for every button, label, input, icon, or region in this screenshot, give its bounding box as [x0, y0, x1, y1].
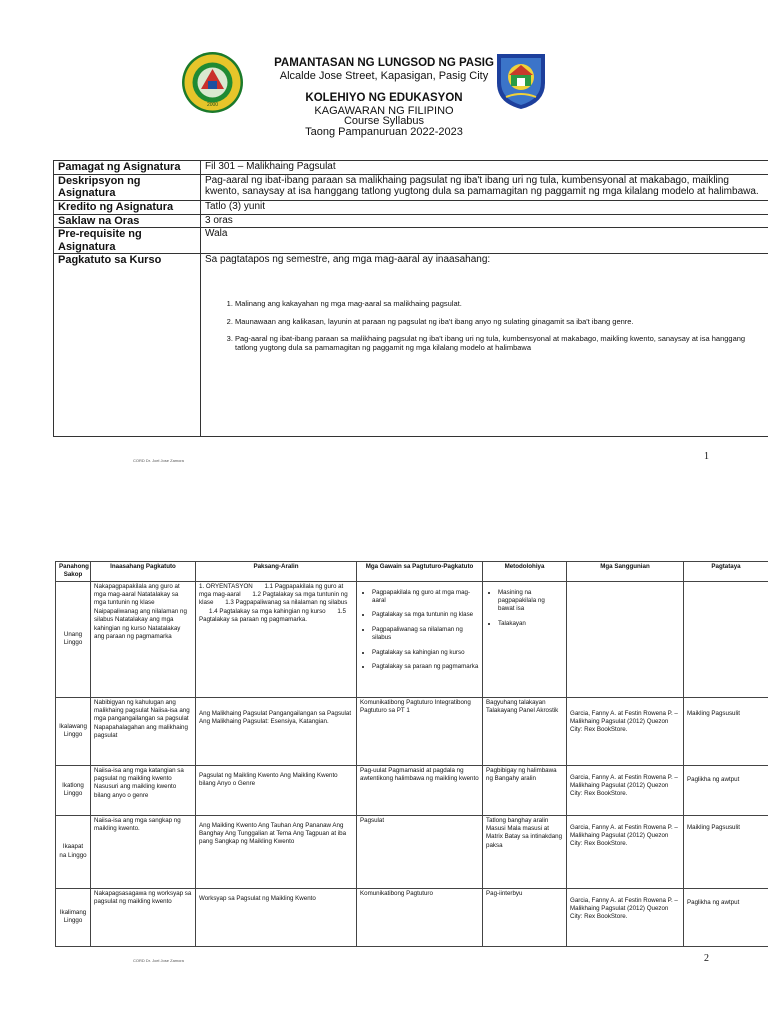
activity-item: • Pagtalakay sa mga tuntunin ng klase [372, 611, 479, 619]
topic-line: Ang Tauhan [258, 821, 292, 829]
method-line: Batay sa intinakdang paksa [486, 833, 563, 849]
topics-cell [196, 581, 357, 697]
document-type: Course Syllabus [343, 115, 425, 127]
column-header: Metodolohiya [483, 562, 567, 582]
method-line: Bagyuhang talakayan [486, 698, 546, 706]
activities-cell [357, 697, 483, 765]
topic-line: Ang Tagpuan at iba pang Sangkap ng Maikling Kwento [199, 830, 347, 846]
outcome-line: Natatalakay ang mga kahingian ng kurso [94, 616, 174, 632]
outcome-line: Natatalakay sa mga tuntunin ng klase [94, 591, 179, 607]
week-cell: Ikatlong Linggo [56, 765, 91, 815]
outcome-line: Natatalakay ang paraan ng pagmamarka [94, 624, 181, 640]
table-row [56, 581, 768, 697]
method-item: • Masining na pagpapakilala ng bawat isa [498, 589, 563, 614]
methods-cell [483, 815, 567, 888]
outcome-item: 1. Malinang ang kakayahan ng mga mag-aaral sa malikhaing pagsulat. [235, 300, 764, 309]
week-cell: Ikaapat na Linggo [56, 815, 91, 888]
outcomes-cell [91, 888, 196, 946]
references-cell [567, 697, 684, 765]
method-line: Matrix [486, 833, 503, 841]
activity-line: Komunikatibong Pagtuturo [360, 889, 433, 897]
week-cell: Ikalawang Linggo [56, 697, 91, 765]
outcomes-cell [91, 581, 196, 697]
method-line: Mala masusi at [507, 825, 549, 833]
course-outcomes-row [54, 254, 768, 437]
method-line: Tatlong banghay aralin [486, 816, 549, 824]
topic-line: 1.4 Pagtalakay sa mga kahingian ng kurso [209, 607, 326, 615]
course-info-table [53, 160, 768, 437]
info-label: Pre-requisite ng Asignatura [54, 228, 201, 254]
page-number: 2 [704, 953, 709, 964]
info-value: Wala [201, 228, 768, 254]
department-name: KAGAWARAN NG FILIPINO [314, 105, 454, 117]
reference-text: Garcia, Fanny A. at Festin Rowena P. – Malikhaing Pagsulat (2012) Quezon City: Rex BookStore. [570, 896, 678, 921]
methods-cell [483, 888, 567, 946]
weekly-plan-table [55, 561, 768, 947]
topic-line: Ang Banghay [199, 821, 344, 838]
table-header-row [56, 562, 768, 582]
info-label: Saklaw na Oras [54, 214, 201, 228]
reference-text: Garcia, Fanny A. at Festin Rowena P. – Malikhaing Pagsulat (2012) Quezon City: Rex BookStore. [570, 823, 678, 848]
course-description-row [54, 174, 768, 200]
university-address: Alcalde Jose Street, Kapasigan, Pasig City [279, 70, 489, 82]
column-header: Panahong Sakop [56, 562, 91, 582]
info-label: Pagkatuto sa Kurso [54, 254, 201, 437]
activity-line: Pag-uulat [360, 766, 387, 774]
week-cell: Ikalimang Linggo [56, 888, 91, 946]
column-header: Mga Gawain sa Pagtuturo-Pagkatuto [357, 562, 483, 582]
outcome-line: Nasusuri ang maikling kwento bilang anyo o genre [94, 783, 177, 799]
info-value: Tatlo (3) yunit [201, 200, 768, 214]
topic-line: Ang Maikling Kwento [199, 821, 257, 829]
outcome-line: Naiisa-isa ang mga sangkap ng maikling kwento. [94, 816, 181, 833]
assessment-text: Paglikha ng awtput [687, 898, 740, 906]
info-label: Kredito ng Asignatura [54, 200, 201, 214]
info-value: Pag-aaral ng ibat-ibang paraan sa malikhaing pagsulat ng iba't ibang uri ng tula, kumbensyonal at makabago, maikling kwento, sanaysay at isa hanggang tatlong yugtong dula sa pamamagitan ng paggamit ng mga kilalang modelo at halimbawa. [201, 174, 768, 200]
info-label: Pamagat ng Asignatura [54, 161, 201, 175]
topic-line: 1.5 Pagtalakay sa paraan ng pagmamarka. [199, 607, 346, 624]
activities-cell [357, 581, 483, 697]
topic-line: Ang Tunggalian at Tema [224, 830, 292, 838]
week-cell: Unang Linggo [56, 581, 91, 697]
outcomes-cell [91, 765, 196, 815]
topics-cell [196, 765, 357, 815]
method-line: Masusi [486, 825, 506, 833]
topic-line: 1.2 Pagtalakay sa mga tuntunin ng klase [199, 591, 348, 607]
reference-text: Garcia, Fanny A. at Festin Rowena P. – Malikhaing Pagsulat (2012) Quezon City: Rex BookStore. [570, 709, 678, 734]
activities-cell [357, 765, 483, 815]
references-cell [567, 888, 684, 946]
course-title-row [54, 161, 768, 175]
assessment-cell [684, 815, 768, 888]
topic-line: Pagsulat ng Maikling Kwento [199, 771, 279, 779]
seal-year: 2000 [206, 102, 219, 108]
college-name: KOLEHIYO NG EDUKASYON [305, 92, 463, 104]
outcomes-list [205, 300, 764, 353]
assessment-cell [684, 765, 768, 815]
course-credit-row [54, 200, 768, 214]
topics-cell [196, 815, 357, 888]
university-name: PAMANTASAN NG LUNGSOD NG PASIG [274, 57, 494, 69]
outcome-item: 3. Pag-aaral ng ibat-ibang paraan sa malikhaing pagsulat ng iba't ibang uri ng tula, kumbensyonal at makabago, maikling kwento, sanaysay at isa hanggang tatlong yugtong dula sa pamamagitan ng paggamit ng mga kilalang modelo at halimbawa [235, 335, 764, 352]
outcomes-cell [91, 815, 196, 888]
table-row [56, 888, 768, 946]
reference-text: Garcia, Fanny A. at Festin Rowena P. – Malikhaing Pagsulat (2012) Quezon City: Rex BookStore. [570, 773, 678, 798]
outcomes-cell [91, 697, 196, 765]
outcome-line: Nakapagsasagawa ng worksyap sa pagsulat ng maikling kwento [94, 889, 192, 906]
methods-cell [483, 697, 567, 765]
assessment-text: Maikling Pagsusulit [687, 709, 740, 717]
info-value: Fil 301 – Malikhaing Pagsulat [201, 161, 768, 175]
topic-line: 1.1 Pagpapakilala ng guro at mga mag-aaral [199, 582, 344, 599]
page-footer: CORD Dr. Joel Jose Zamora [133, 958, 184, 963]
topic-line: Worksyap sa Pagsulat ng Maikling Kwento [199, 894, 316, 902]
outcome-line: Naiisa-isa ang mga katangian sa pagsulat ng maikling kwento [94, 766, 184, 783]
methods-cell [483, 581, 567, 697]
method-line: Pag-iinterbyu [486, 889, 523, 897]
info-label: Deskripsyon ng Asignatura [54, 174, 201, 200]
info-value: 3 oras [201, 214, 768, 228]
page-footer: CORD Dr. Joel Jose Zamora [133, 458, 184, 463]
column-header: Pagtataya [684, 562, 768, 582]
method-item: • Talakayan [498, 620, 563, 628]
table-row [56, 765, 768, 815]
outcome-line: Naiisa-isa ang mga pangangailangan sa pagsulat [94, 707, 190, 723]
table-row [56, 815, 768, 888]
activity-item: • Pagpapaliwanag sa nilalaman ng silabus [372, 626, 479, 643]
assessment-text: Maikling Pagsusulit [687, 823, 740, 831]
school-year: Taong Pampanuruan 2022-2023 [305, 126, 463, 138]
activity-line: Pagsulat [360, 816, 385, 824]
outcomes-cell [201, 254, 768, 437]
topic-line: 1. ORYENTASYON [199, 582, 253, 590]
method-line: Akrostik [536, 707, 559, 715]
outcome-line: Nakapagpapakilala ang guro at mga mag-aaral [94, 582, 180, 599]
column-header: Mga Sanggunian [567, 562, 684, 582]
assessment-cell [684, 581, 768, 697]
references-cell [567, 765, 684, 815]
topic-line: Ang Maikling Kwento bilang Anyo o Genre [199, 771, 338, 788]
topic-line: 1.3 Pagpapaliwanag sa nilalaman ng silabus [225, 599, 348, 607]
course-hours-row [54, 214, 768, 228]
outcome-line: Nabibigyan ng kahulugan ang malikhaing pagsulat [94, 698, 176, 715]
activity-line: Integratibong Pagtuturo sa PT 1 [360, 698, 471, 715]
table-row [56, 697, 768, 765]
column-header: Paksang-Aralin [196, 562, 357, 582]
outcomes-intro: Sa pagtatapos ng semestre, ang mga mag-aaral ay inaasahang: [205, 254, 491, 266]
page-number: 1 [704, 451, 709, 462]
outcome-line: Napapahalagahan ang malikhaing pagsulat [94, 723, 188, 740]
method-line: Talakayang Panel [486, 707, 535, 715]
outcome-item: 2. Maunawaan ang kalikasan, layunin at paraan ng pagsulat ng iba't ibang anyo ng sulating ginagamit sa iba't ibang genre. [235, 318, 764, 327]
outcome-line: Naipapaliwanag ang nilalaman ng silabus [94, 607, 187, 624]
activity-item: • Pagpapakilala ng guro at mga mag-aaral [372, 589, 479, 606]
references-cell [567, 581, 684, 697]
method-line: Pagbibigay ng halimbawa ng Bangahy aralin [486, 766, 557, 783]
methods-cell [483, 765, 567, 815]
assessment-cell [684, 697, 768, 765]
topic-line: Ang Malikhaing Pagsulat [199, 709, 268, 717]
activities-cell [357, 815, 483, 888]
assessment-text: Paglikha ng awtput [687, 775, 740, 783]
activity-item: • Pagtalakay sa paraan ng pagmamarka [372, 663, 479, 671]
activity-line: Komunikatibong Pagtuturo [360, 698, 433, 706]
activity-line: Pagmamasid at pagdala ng awtentikong halimbawa ng maikling kwento [360, 766, 479, 783]
course-prerequisite-row [54, 228, 768, 254]
assessment-cell [684, 888, 768, 946]
activity-item: • Pagtalakay sa kahingian ng kurso [372, 649, 479, 657]
topics-cell [196, 888, 357, 946]
column-header: Inaasahang Pagkatuto [91, 562, 196, 582]
topic-line: Pangangailangan sa Pagsulat [268, 709, 352, 717]
topics-cell [196, 697, 357, 765]
activities-cell [357, 888, 483, 946]
topic-line: Ang Malikhaing Pagsulat: Esensiya, Katangian. [199, 718, 329, 726]
references-cell [567, 815, 684, 888]
topic-line: Ang Pananaw [292, 821, 332, 829]
